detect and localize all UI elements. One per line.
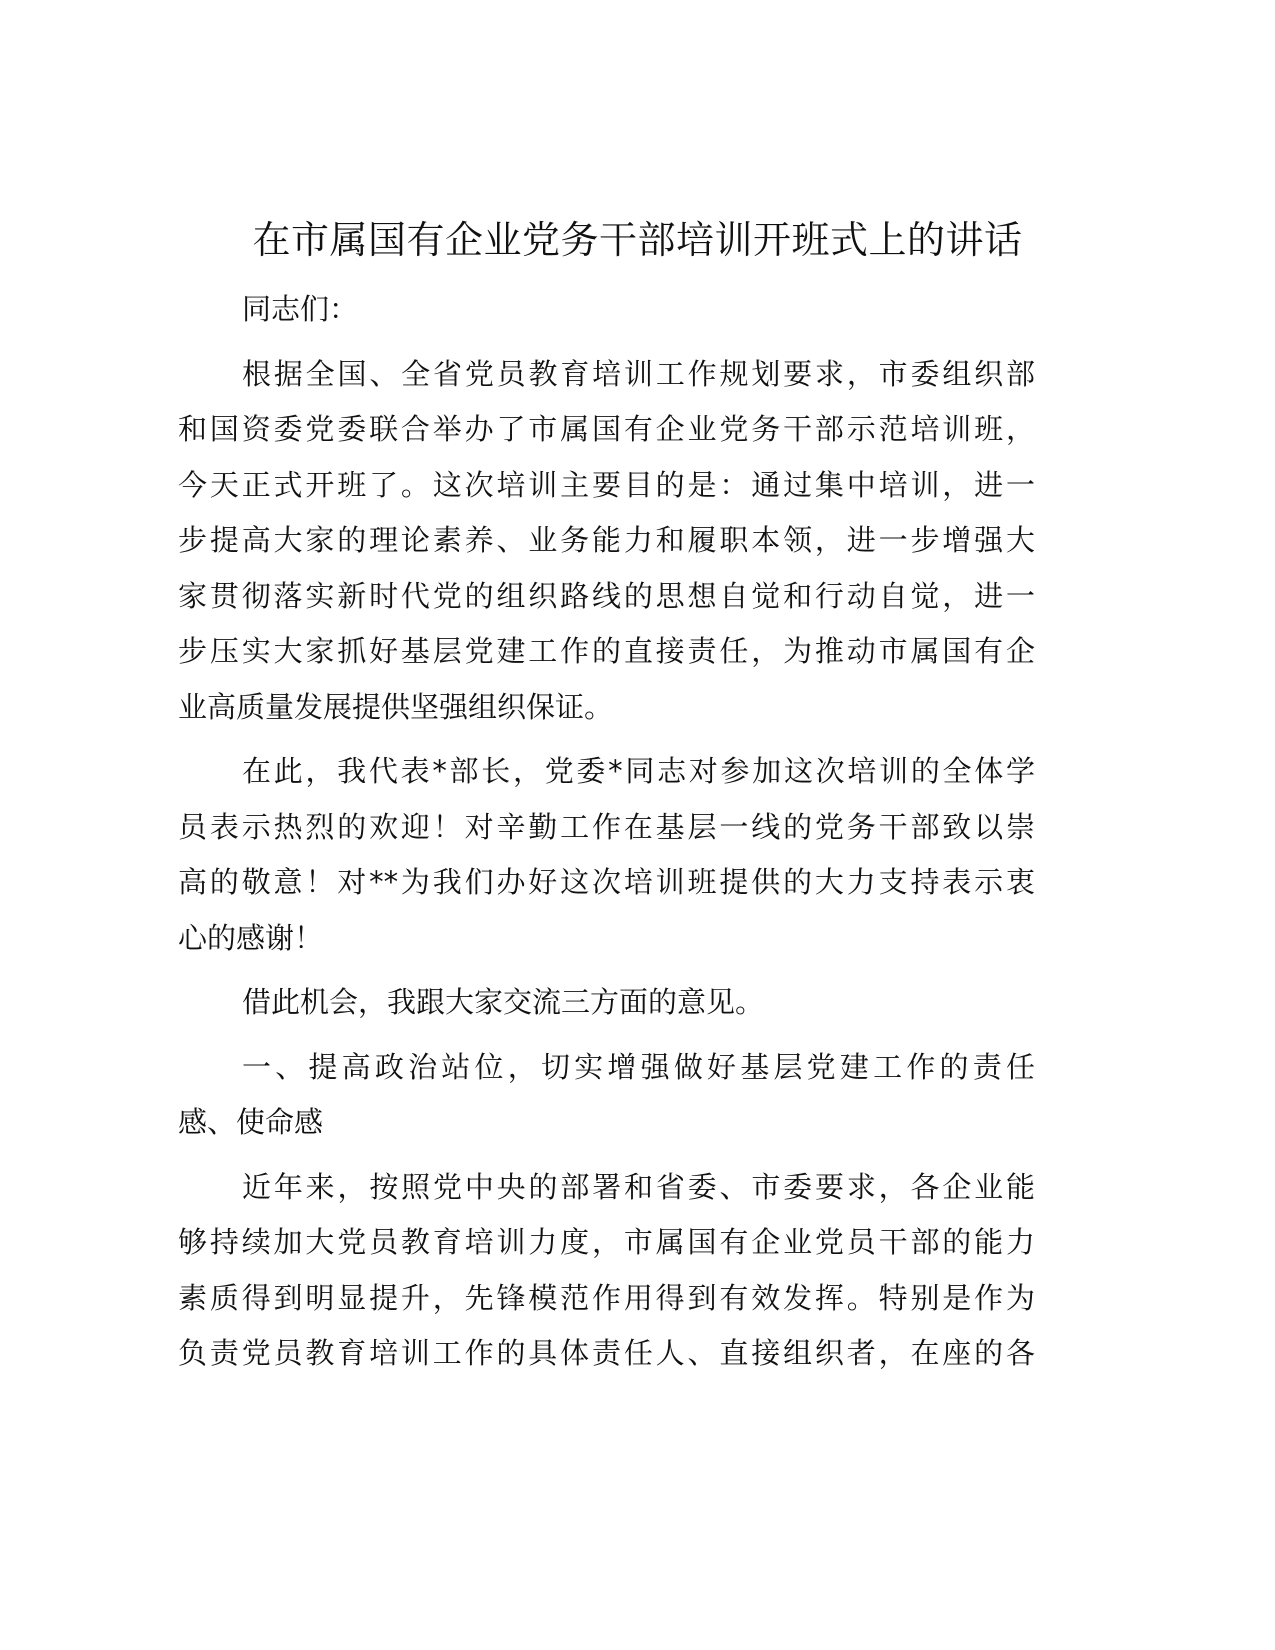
paragraph-line: 家贯彻落实新时代党的组织路线的思想自觉和行动自觉，进一 bbox=[178, 578, 1035, 613]
paragraph-line: 负责党员教育培训工作的具体责任人、直接组织者，在座的各 bbox=[178, 1336, 1035, 1370]
paragraph bbox=[178, 282, 1035, 338]
paragraph-line: 员表示热烈的欢迎！对辛勤工作在基层一线的党务干部致以崇 bbox=[178, 809, 1035, 844]
paragraph bbox=[178, 744, 1035, 966]
paragraph-line: 借此机会，我跟大家交流三方面的意见。 bbox=[242, 985, 765, 1019]
paragraph-line: 心的感谢！ bbox=[178, 920, 324, 955]
paragraph bbox=[178, 347, 1035, 736]
paragraph-line: 近年来，按照党中央的部署和省委、市委要求，各企业能 bbox=[242, 1169, 1035, 1204]
paragraph bbox=[178, 1040, 1035, 1151]
paragraph-line: 素质得到明显提升，先锋模范作用得到有效发挥。特别是作为 bbox=[178, 1280, 1035, 1315]
paragraph-line: 感、使命感 bbox=[178, 1105, 324, 1139]
document-title: 在市属国有企业党务干部培训开班式上的讲话 bbox=[252, 218, 1023, 262]
paragraph bbox=[178, 975, 1035, 1031]
paragraph-line: 够持续加大党员教育培训力度，市属国有企业党员干部的能力 bbox=[178, 1225, 1035, 1259]
paragraph-line: 步提高大家的理论素养、业务能力和履职本领，进一步增强大 bbox=[178, 523, 1035, 557]
paragraph-line: 步压实大家抓好基层党建工作的直接责任，为推动市属国有企 bbox=[178, 634, 1035, 668]
paragraph-line: 在此，我代表*部长，党委*同志对参加这次培训的全体学 bbox=[242, 754, 1035, 788]
paragraph-line: 高的敬意！对**为我们办好这次培训班提供的大力支持表示衷 bbox=[178, 865, 1035, 899]
paragraph-line: 根据全国、全省党员教育培训工作规划要求，市委组织部 bbox=[242, 356, 1035, 391]
paragraph-line: 业高质量发展提供坚强组织保证。 bbox=[178, 689, 614, 724]
paragraph bbox=[178, 1160, 1035, 1382]
document-body bbox=[178, 282, 1035, 1391]
paragraph-line: 一、提高政治站位，切实增强做好基层党建工作的责任 bbox=[242, 1049, 1035, 1084]
paragraph-line: 和国资委党委联合举办了市属国有企业党务干部示范培训班， bbox=[178, 412, 1035, 446]
paragraph-line: 同志们： bbox=[242, 292, 359, 326]
paragraph-line: 今天正式开班了。这次培训主要目的是：通过集中培训，进一 bbox=[178, 467, 1035, 502]
